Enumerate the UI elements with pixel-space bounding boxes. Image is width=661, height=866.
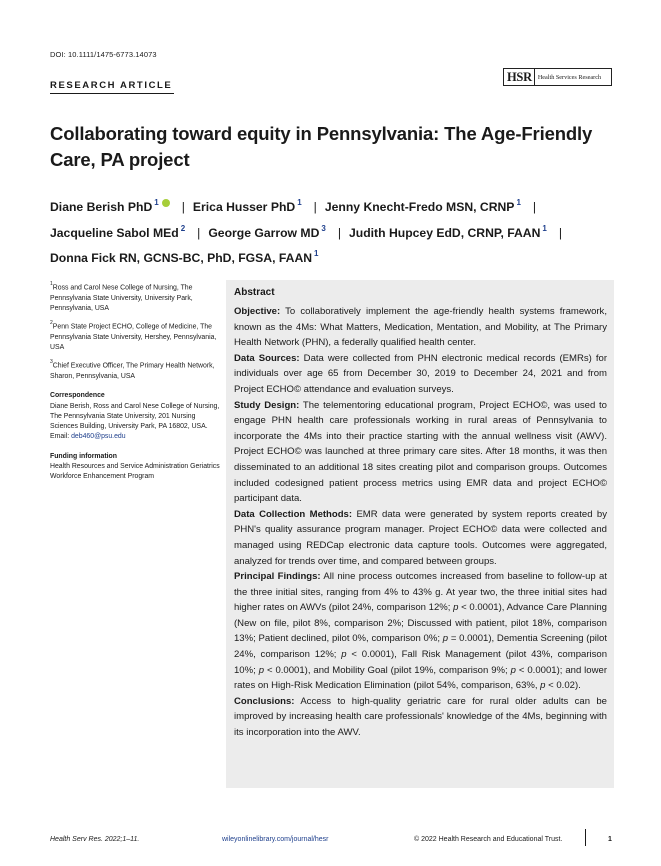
- author-name: George Garrow MD: [208, 225, 320, 240]
- author-affiliation-number: 1: [516, 198, 521, 207]
- affiliation: $^2$Penn State Project ECHO, College of Medicine, The Pennsylvania State University, Hershey, Pennsylvania, USA: [50, 320, 217, 352]
- abstract-data-sources: Data Sources: Data were collected from PHN electronic medical records (EMRs) for individuals over age 65 from December 30, 2019 to December 24, 2021 and from Project ECHO© attendance and evaluation surveys.: [234, 352, 608, 395]
- author-name: Jacqueline Sabol MEd: [50, 225, 179, 240]
- journal-logo: [503, 68, 612, 86]
- correspondence-email-line: [50, 432, 220, 442]
- article-type-rule: [50, 93, 174, 94]
- author-affiliation-number: 1: [542, 223, 547, 233]
- email-label: Email:: [50, 433, 70, 441]
- page-number: 1: [608, 836, 612, 843]
- author-affiliation-number: 2: [180, 223, 186, 233]
- author-separator: |: [532, 200, 537, 215]
- correspondence-text: Diane Berish, Ross and Carol Nese College of Nursing, The Pennsylvania State University, 201 Nursing Sciences Building, University Park, PA 16802, USA.: [50, 402, 220, 431]
- funding-text: Health Resources and Service Administration Geriatrics Workforce Enhancement Program: [50, 463, 220, 481]
- paper-title: Collaborating toward equity in Pennsylvania: The Age-Friendly Care, PA project: [50, 123, 593, 170]
- author-name: Jenny Knecht-Fredo MSN, CRNP: [324, 200, 515, 215]
- footer-citation: Health Serv Res. 2022;1–11.: [50, 836, 140, 843]
- author-list: [50, 193, 630, 270]
- journal-logo-name: Health Services Research: [537, 73, 602, 81]
- correspondence-heading: Correspondence: [50, 392, 105, 400]
- author-name: Judith Hupcey EdD, CRNP, FAAN: [349, 225, 541, 240]
- author-separator: |: [197, 225, 201, 240]
- author-name: Erica Husser PhD: [192, 200, 296, 215]
- funding-heading: Funding information: [50, 452, 117, 460]
- author-affiliation-number: 3: [321, 223, 326, 233]
- email-link[interactable]: deb460@psu.edu: [71, 433, 126, 441]
- sidebar: [50, 280, 220, 483]
- footer-copyright: © 2022 Health Research and Educational Trust.: [414, 836, 563, 843]
- affiliation: $^1$Ross and Carol Nese College of Nursing, The Pennsylvania State University, University Park, Pennsylvania, USA: [50, 281, 193, 312]
- author-separator: |: [337, 225, 341, 240]
- footer-divider: [585, 829, 586, 846]
- orcid-icon[interactable]: [162, 199, 170, 207]
- abstract-objective: Objective: To collaboratively implement the age-friendly health systems framework, known as the 4Ms: What Matters, Medication, Mentation, and Mobility, at The Primary Health Network (PHN), a federally qualified health center.: [234, 306, 607, 349]
- author-affiliation-number: 1: [314, 249, 319, 259]
- author-separator: |: [313, 200, 317, 215]
- abstract-conclusions: Conclusions: Access to high-quality geriatric care for rural older adults can be improved by increasing health care professionals' knowledge of the 4Ms, beginning with its incorporation into the AWV.: [234, 695, 607, 739]
- abstract-methods: Data Collection Methods: EMR data were generated by system reports created by PHN's quality assurance program manager. Project ECHO© data were collected and managed using REDCap electronic data capture tools. Outcomes were aggregated, analyzed for trends over time, and compared between groups.: [234, 508, 607, 567]
- affiliation: $^3$Chief Executive Officer, The Primary Health Network, Sharon, Pennsylvania, USA: [50, 359, 215, 380]
- abstract-heading: Abstract: [234, 287, 275, 298]
- journal-logo-mark: HSR: [504, 69, 535, 85]
- author-name: Donna Fick RN, GCNS-BC, PhD, FGSA, FAAN: [50, 251, 313, 266]
- footer-url-link[interactable]: wileyonlinelibrary.com/journal/hesr: [222, 836, 329, 843]
- article-type: RESEARCH ARTICLE: [50, 80, 173, 91]
- author-separator: |: [181, 200, 185, 215]
- author-affiliation-number: 1: [297, 198, 302, 207]
- doi: DOI: 10.1111/1475-6773.14073: [50, 50, 157, 59]
- author-affiliation-number: 1: [154, 198, 159, 207]
- abstract-box: [226, 280, 614, 788]
- author-separator: |: [558, 225, 563, 240]
- author-name: Diane Berish PhD: [50, 200, 153, 215]
- abstract-study-design: Study Design: The telementoring educational program, Project ECHO©, was used to engage PHN health care professionals working in rural areas of Pennsylvania to incorporate the 4Ms into their practice starting with the annual wellness visit (AWV). Project ECHO© was launched at three primary care sites. After 18 months, it was then disseminated to an additional 18 sites creating pilot and comparison groups. Outcomes included codesigned patient process metrics using EMR data and project ECHO© participant data.: [234, 399, 607, 505]
- abstract-findings: Principal Findings: All nine process outcomes increased from baseline to follow-up at the three initial sites, ranging from 4% to 43% g. At year two, the three initial sites had higher rates on AWVs (pilot 24%, comparison 12%; p < 0.0001), Advance Care Planning (New on file, pilot 8%, comparison 2%; Discussed with patient, pilot 18%, comparison 13%; Patient declined, pilot 0%, comparison 0%; p = 0.0001), Dementia Screening (pilot 24%, comparison 12%; p < 0.0001), Fall Risk Management (pilot 43%, comparison 10%; p < 0.0001), and Mobility Goal (pilot 19%, comparison 9%; p < 0.0001); and lower rates on High-Risk Medication Elimination (pilot 54%, comparison, 63%, p < 0.02).: [234, 571, 608, 692]
